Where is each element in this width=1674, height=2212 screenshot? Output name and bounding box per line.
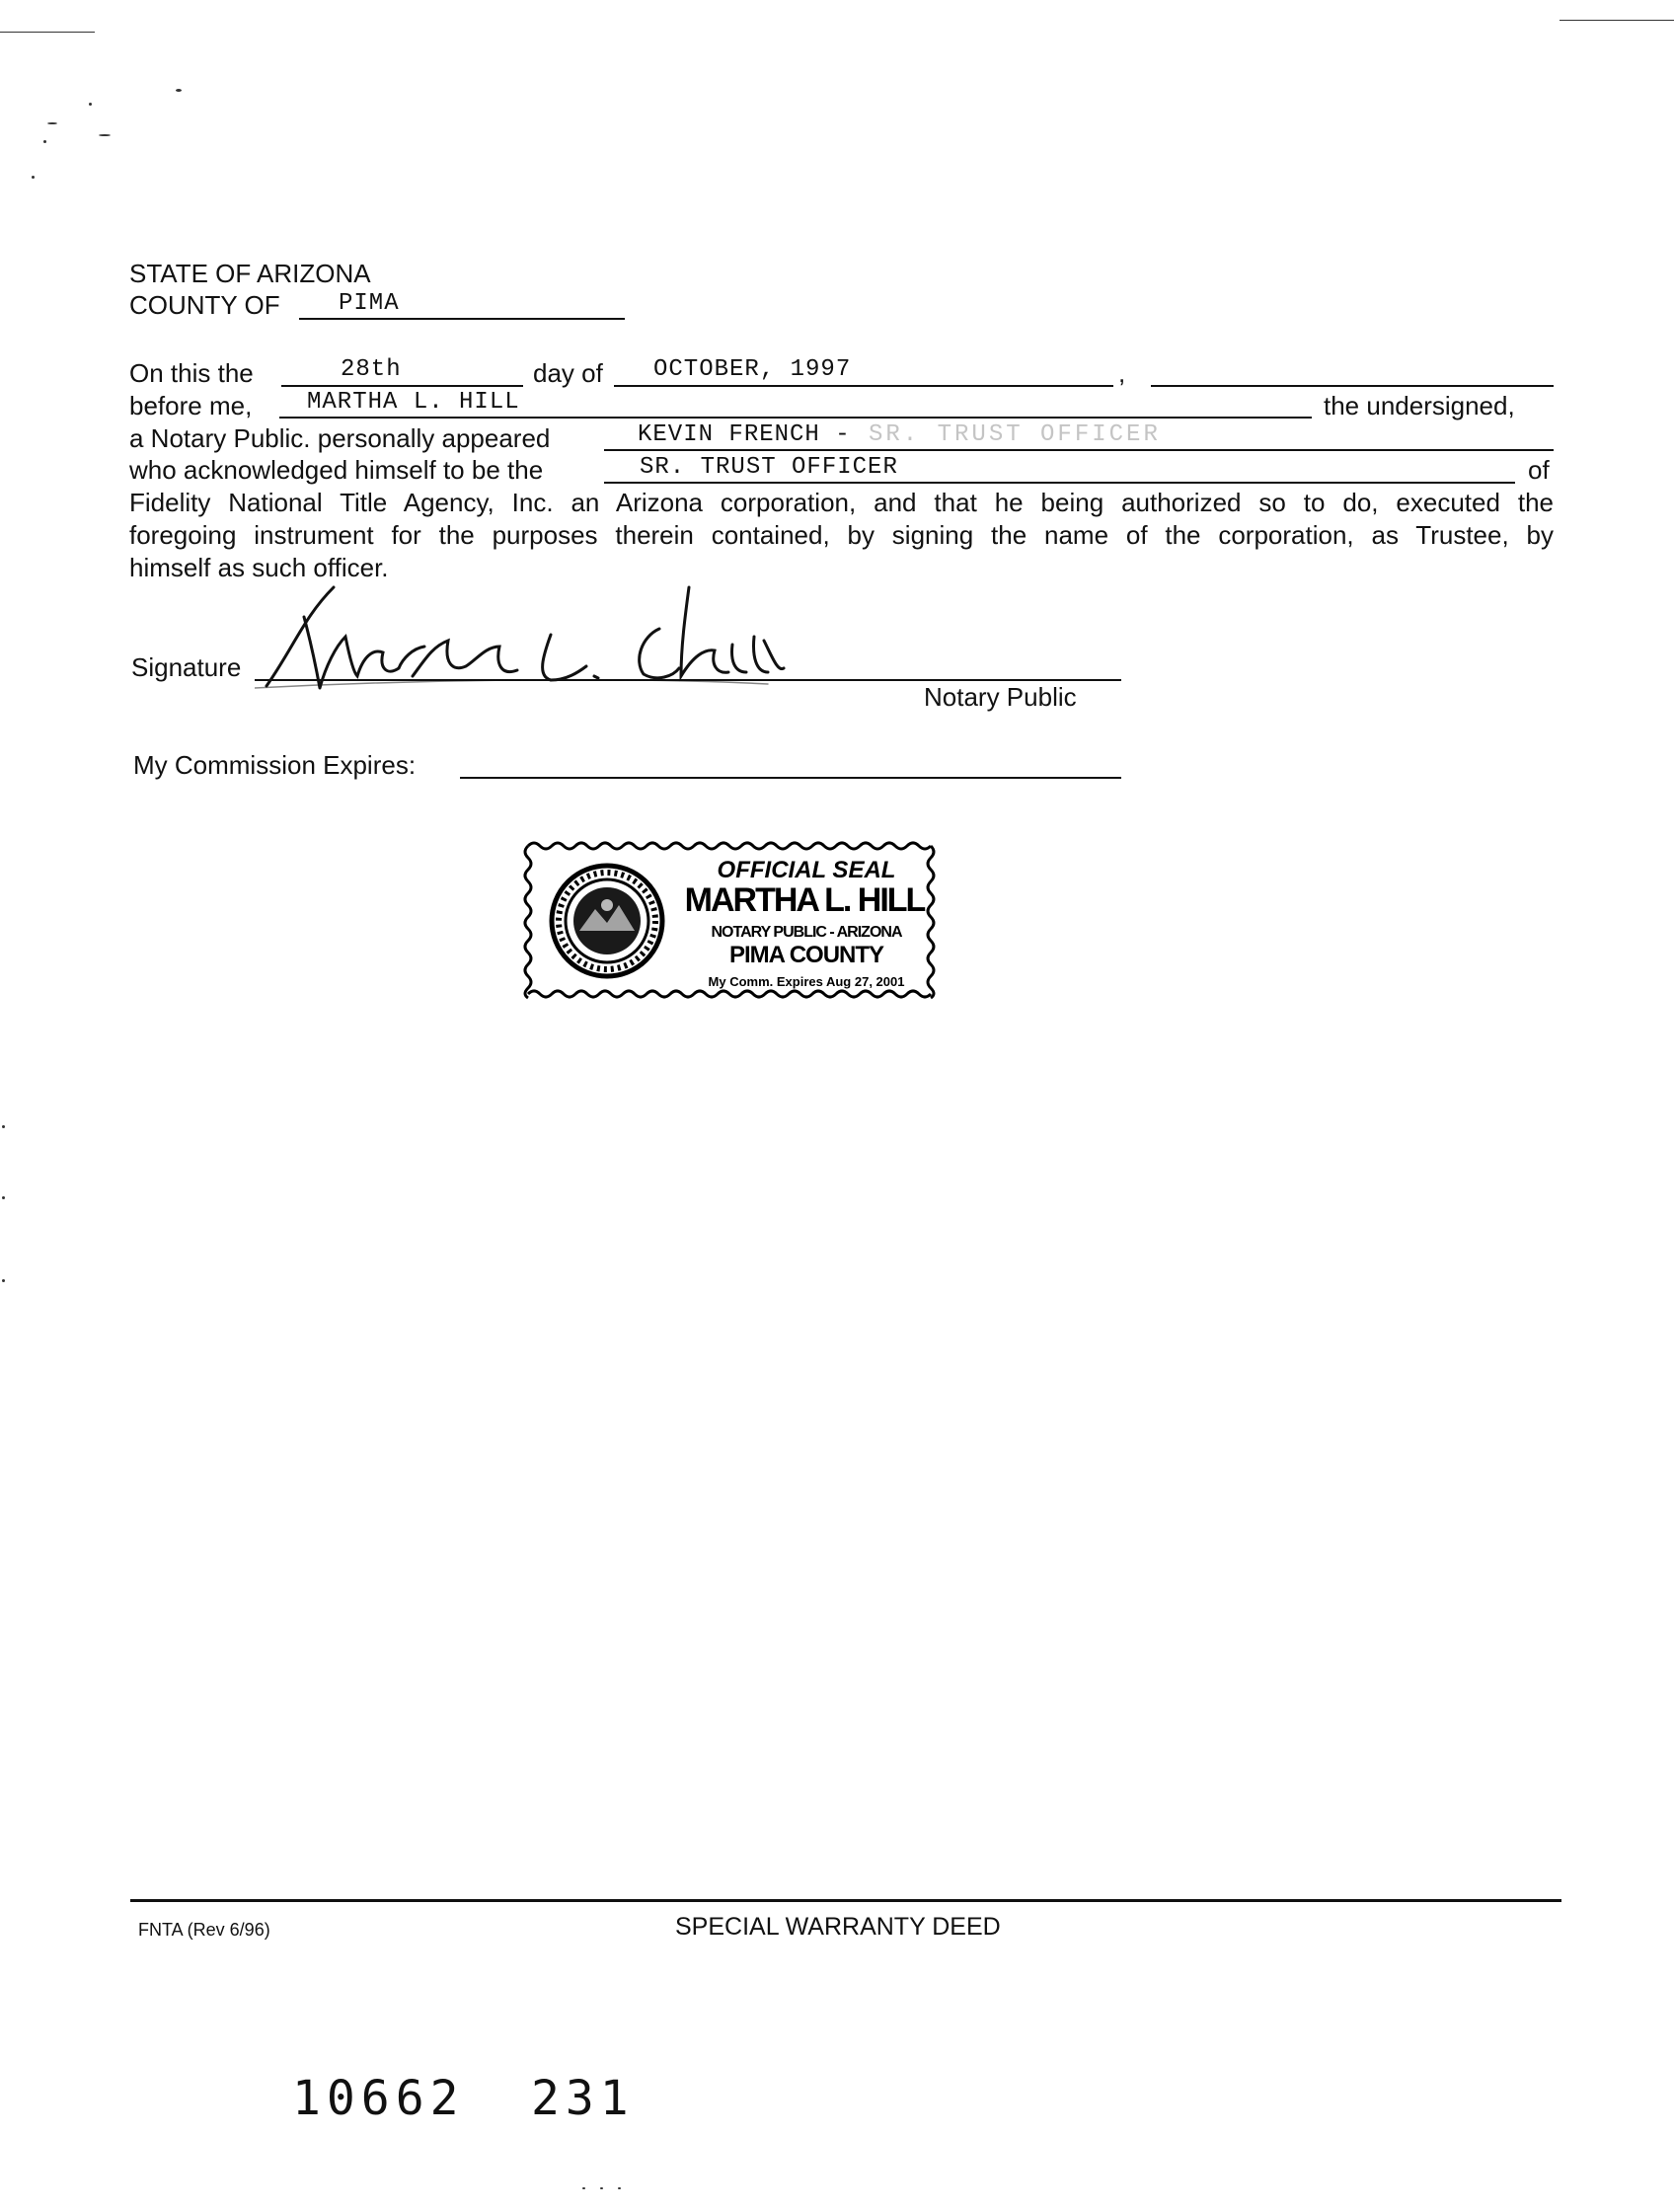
scan-speck <box>2 1125 5 1128</box>
seal-line-notary-public: NOTARY PUBLIC - ARIZONA <box>711 924 902 941</box>
seal-line-county: PIMA COUNTY <box>728 942 884 968</box>
month-year-value: OCTOBER, 1997 <box>653 356 852 383</box>
top-right-edge-mark <box>1560 20 1674 21</box>
before-me-label: before me, <box>129 391 253 420</box>
notary-name-value: MARTHA L. HILL <box>307 389 520 416</box>
state-heading: STATE OF ARIZONA <box>129 259 371 288</box>
scan-speck <box>47 122 57 124</box>
scan-speck <box>582 2187 585 2189</box>
month-year-underline <box>614 385 1113 387</box>
body-line-3: himself as such officer. <box>129 553 389 582</box>
scan-speck <box>32 176 35 179</box>
on-this-the-label: On this the <box>129 358 254 388</box>
body-line-1: Fidelity National Title Agency, Inc. an Arizona corporation, and that he being authorized so to do, executed the <box>129 488 1554 517</box>
document-title: SPECIAL WARRANTY DEED <box>675 1913 1001 1941</box>
appeared-value: KEVIN FRENCH - <box>638 421 851 448</box>
trailing-underline <box>1151 385 1554 387</box>
appeared-faint-text: SR. TRUST OFFICER <box>869 421 1161 448</box>
county-label: COUNTY OF <box>129 290 280 320</box>
scan-speck <box>176 89 182 92</box>
scan-speck <box>600 2187 603 2189</box>
county-underline <box>299 318 625 320</box>
notary-public-appeared-label: a Notary Public. personally appeared <box>129 423 551 453</box>
day-value: 28th <box>341 356 402 383</box>
signature-label: Signature <box>131 652 242 682</box>
top-left-edge-mark <box>0 32 95 33</box>
scan-speck <box>2 1196 5 1199</box>
day-of-label: day of <box>533 358 603 388</box>
county-value: PIMA <box>339 290 400 317</box>
handwritten-signature <box>255 577 788 701</box>
who-acknowledged-label: who acknowledged himself to be the <box>129 455 544 485</box>
body-line-2: foregoing instrument for the purposes therein contained, by signing the name of the corporation, as Trustee, by <box>129 520 1554 550</box>
record-number-2: 231 <box>531 2071 635 2126</box>
title-underline <box>604 482 1515 484</box>
day-underline <box>281 385 523 387</box>
scan-speck <box>618 2187 621 2189</box>
notary-seal-stamp <box>520 836 947 1004</box>
of-label: of <box>1528 455 1550 485</box>
scan-speck <box>2 1279 5 1282</box>
comma-mark: , <box>1118 358 1126 388</box>
appeared-underline <box>604 449 1554 451</box>
scan-speck <box>89 103 92 106</box>
seal-line-notary-name: MARTHA L. HILL <box>684 881 925 919</box>
seal-line-expiration: My Comm. Expires Aug 27, 2001 <box>708 974 905 989</box>
scan-speck <box>43 140 46 143</box>
notary-public-label: Notary Public <box>924 682 1077 712</box>
notary-name-underline <box>279 417 1312 419</box>
footer-rule <box>130 1899 1561 1902</box>
scan-speck <box>99 134 111 136</box>
commission-expires-label: My Commission Expires: <box>133 750 417 780</box>
commission-expires-underline <box>460 777 1121 779</box>
the-undersigned-label: the undersigned, <box>1324 391 1515 420</box>
record-number-1: 10662 <box>292 2071 465 2126</box>
title-value: SR. TRUST OFFICER <box>640 454 898 481</box>
seal-line-official-seal: OFFICIAL SEAL <box>717 857 896 883</box>
form-code: FNTA (Rev 6/96) <box>138 1920 270 1940</box>
